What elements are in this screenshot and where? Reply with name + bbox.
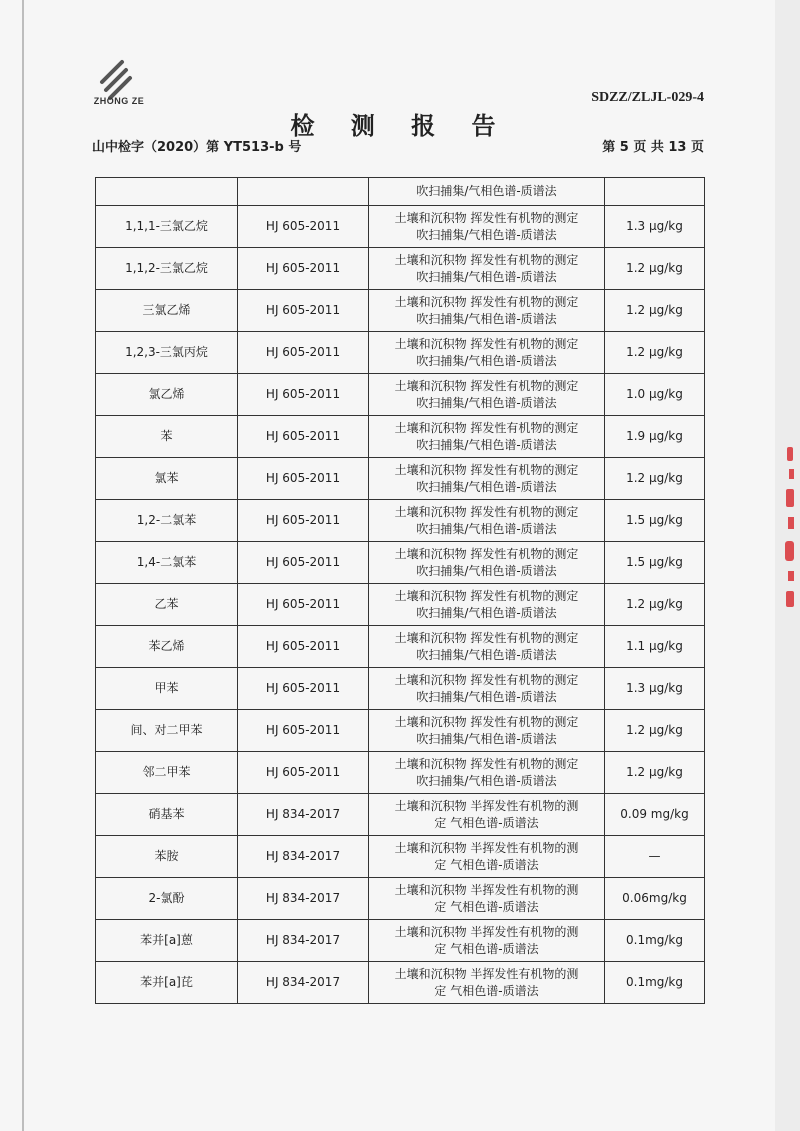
- method-line-1: 土壤和沉积物 挥发性有机物的测定: [394, 546, 579, 561]
- cell-method: [369, 836, 605, 878]
- cell-item: [96, 178, 238, 206]
- cell-method: [369, 374, 605, 416]
- cell-limit: 1.2 μg/kg: [605, 458, 705, 500]
- method-line-1: 土壤和沉积物 半挥发性有机物的测: [394, 840, 579, 855]
- logo-text: ZHONG ZE: [93, 96, 145, 106]
- cell-limit: —: [605, 836, 705, 878]
- cell-limit: 1.2 μg/kg: [605, 584, 705, 626]
- cell-standard: HJ 605-2011: [238, 584, 369, 626]
- method-line-1: 土壤和沉积物 挥发性有机物的测定: [394, 252, 579, 267]
- method-line-1: 土壤和沉积物 挥发性有机物的测定: [394, 630, 579, 645]
- cell-method: [369, 416, 605, 458]
- cell-item: 氯苯: [96, 458, 238, 500]
- cell-limit: 0.1mg/kg: [605, 920, 705, 962]
- cell-method: [369, 332, 605, 374]
- cell-limit: 1.2 μg/kg: [605, 290, 705, 332]
- cell-item: 苯胺: [96, 836, 238, 878]
- cell-method: 吹扫捕集/气相色谱-质谱法: [369, 178, 605, 206]
- method-line-2: 吹扫捕集/气相色谱-质谱法: [416, 563, 557, 578]
- cell-item: 苯乙烯: [96, 626, 238, 668]
- cell-standard: HJ 605-2011: [238, 668, 369, 710]
- cell-limit: 1.2 μg/kg: [605, 248, 705, 290]
- method-line-2: 吹扫捕集/气相色谱-质谱法: [416, 689, 557, 704]
- cell-item: 1,2-二氯苯: [96, 500, 238, 542]
- method-line-1: 土壤和沉积物 挥发性有机物的测定: [394, 336, 579, 351]
- cell-method: [369, 584, 605, 626]
- report-title: 检 测 报 告: [290, 112, 510, 140]
- cell-method: [369, 710, 605, 752]
- cell-item: 间、对二甲苯: [96, 710, 238, 752]
- method-line-2: 定 气相色谱-质谱法: [434, 857, 539, 872]
- cell-item: 乙苯: [96, 584, 238, 626]
- table-row: [96, 248, 705, 290]
- cell-standard: HJ 605-2011: [238, 374, 369, 416]
- method-line-2: 吹扫捕集/气相色谱-质谱法: [416, 353, 557, 368]
- cell-limit: [605, 178, 705, 206]
- cell-standard: HJ 834-2017: [238, 836, 369, 878]
- method-line-1: 土壤和沉积物 挥发性有机物的测定: [394, 714, 579, 729]
- method-line-1: 土壤和沉积物 挥发性有机物的测定: [394, 378, 579, 393]
- table-row: [96, 332, 705, 374]
- method-line-1: 土壤和沉积物 挥发性有机物的测定: [394, 462, 579, 477]
- method-line-2: 吹扫捕集/气相色谱-质谱法: [416, 479, 557, 494]
- table-row: [96, 836, 705, 878]
- cell-item: 1,2,3-三氯丙烷: [96, 332, 238, 374]
- table-row: [96, 920, 705, 962]
- cell-limit: 0.1mg/kg: [605, 962, 705, 1004]
- method-line-2: 吹扫捕集/气相色谱-质谱法: [416, 269, 557, 284]
- cell-standard: HJ 605-2011: [238, 500, 369, 542]
- table-row: [96, 206, 705, 248]
- method-line-1: 土壤和沉积物 半挥发性有机物的测: [394, 924, 579, 939]
- cell-limit: 1.2 μg/kg: [605, 710, 705, 752]
- cell-item: 苯并[a]蒽: [96, 920, 238, 962]
- cell-limit: 1.5 μg/kg: [605, 542, 705, 584]
- red-seal-stamp-icon: [783, 445, 797, 610]
- cell-item: 硝基苯: [96, 794, 238, 836]
- cell-method: [369, 752, 605, 794]
- cell-limit: 1.9 μg/kg: [605, 416, 705, 458]
- table-row: [96, 500, 705, 542]
- table-row: [96, 458, 705, 500]
- method-line-1: 土壤和沉积物 挥发性有机物的测定: [394, 672, 579, 687]
- page-left-edge: [22, 0, 24, 1131]
- method-line-2: 吹扫捕集/气相色谱-质谱法: [416, 227, 557, 242]
- table-row: [96, 584, 705, 626]
- cell-standard: [238, 178, 369, 206]
- method-line-1: 土壤和沉积物 挥发性有机物的测定: [394, 420, 579, 435]
- cell-standard: HJ 605-2011: [238, 710, 369, 752]
- table-row: [96, 416, 705, 458]
- table-row: [96, 752, 705, 794]
- method-line-1: 土壤和沉积物 挥发性有机物的测定: [394, 294, 579, 309]
- cell-standard: HJ 834-2017: [238, 920, 369, 962]
- cell-standard: HJ 605-2011: [238, 206, 369, 248]
- method-line-2: 定 气相色谱-质谱法: [434, 899, 539, 914]
- cell-limit: 1.2 μg/kg: [605, 752, 705, 794]
- method-line-2: 定 气相色谱-质谱法: [434, 983, 539, 998]
- cell-standard: HJ 605-2011: [238, 542, 369, 584]
- cell-method: [369, 794, 605, 836]
- cell-standard: HJ 605-2011: [238, 332, 369, 374]
- cell-standard: HJ 605-2011: [238, 248, 369, 290]
- method-line-1: 土壤和沉积物 半挥发性有机物的测: [394, 882, 579, 897]
- cell-item: 2-氯酚: [96, 878, 238, 920]
- method-line-2: 吹扫捕集/气相色谱-质谱法: [416, 437, 557, 452]
- table-row: [96, 542, 705, 584]
- cell-standard: HJ 605-2011: [238, 458, 369, 500]
- method-line-2: 吹扫捕集/气相色谱-质谱法: [416, 731, 557, 746]
- table-row-continued: [96, 178, 705, 206]
- cell-item: 1,1,1-三氯乙烷: [96, 206, 238, 248]
- cell-method: [369, 458, 605, 500]
- table-row: [96, 962, 705, 1004]
- cell-item: 甲苯: [96, 668, 238, 710]
- cell-method: [369, 290, 605, 332]
- cell-method: [369, 962, 605, 1004]
- cell-standard: HJ 834-2017: [238, 962, 369, 1004]
- cell-standard: HJ 605-2011: [238, 416, 369, 458]
- cell-item: 1,1,2-三氯乙烷: [96, 248, 238, 290]
- cell-limit: 1.1 μg/kg: [605, 626, 705, 668]
- cell-item: 三氯乙烯: [96, 290, 238, 332]
- cell-method: [369, 542, 605, 584]
- report-number: 山中检字（2020）第 YT513-b 号: [92, 140, 302, 155]
- method-line-1: 土壤和沉积物 半挥发性有机物的测: [394, 798, 579, 813]
- document-code: SDZZ/ZLJL-029-4: [591, 90, 704, 105]
- cell-item: 1,4-二氯苯: [96, 542, 238, 584]
- method-line-2: 吹扫捕集/气相色谱-质谱法: [416, 521, 557, 536]
- cell-method: [369, 206, 605, 248]
- cell-limit: 1.5 μg/kg: [605, 500, 705, 542]
- method-line-2: 吹扫捕集/气相色谱-质谱法: [416, 647, 557, 662]
- method-line-1: 土壤和沉积物 挥发性有机物的测定: [394, 210, 579, 225]
- method-line-2: 定 气相色谱-质谱法: [434, 815, 539, 830]
- table-row: [96, 290, 705, 332]
- page-number: 第 5 页 共 13 页: [602, 140, 704, 155]
- cell-limit: 1.0 μg/kg: [605, 374, 705, 416]
- table-row: [96, 668, 705, 710]
- cell-standard: HJ 605-2011: [238, 290, 369, 332]
- table-row: [96, 626, 705, 668]
- cell-limit: 1.3 μg/kg: [605, 206, 705, 248]
- method-line-2: 吹扫捕集/气相色谱-质谱法: [416, 311, 557, 326]
- cell-item: 苯并[a]芘: [96, 962, 238, 1004]
- table-row: [96, 794, 705, 836]
- method-line-1: 土壤和沉积物 挥发性有机物的测定: [394, 756, 579, 771]
- method-line-2: 吹扫捕集/气相色谱-质谱法: [416, 395, 557, 410]
- cell-standard: HJ 605-2011: [238, 752, 369, 794]
- table-row: [96, 374, 705, 416]
- cell-method: [369, 500, 605, 542]
- cell-method: [369, 248, 605, 290]
- method-line-1: 土壤和沉积物 挥发性有机物的测定: [394, 588, 579, 603]
- cell-item: 邻二甲苯: [96, 752, 238, 794]
- method-line-1: 土壤和沉积物 挥发性有机物的测定: [394, 504, 579, 519]
- table-row: [96, 878, 705, 920]
- cell-limit: 0.06mg/kg: [605, 878, 705, 920]
- method-line-2: 吹扫捕集/气相色谱-质谱法: [416, 773, 557, 788]
- cell-method: [369, 920, 605, 962]
- cell-item: 氯乙烯: [96, 374, 238, 416]
- cell-limit: 1.2 μg/kg: [605, 332, 705, 374]
- method-line-2: 定 气相色谱-质谱法: [434, 941, 539, 956]
- cell-method: [369, 626, 605, 668]
- cell-standard: HJ 605-2011: [238, 626, 369, 668]
- cell-method: [369, 878, 605, 920]
- cell-limit: 1.3 μg/kg: [605, 668, 705, 710]
- cell-method: [369, 668, 605, 710]
- method-line-2: 吹扫捕集/气相色谱-质谱法: [416, 605, 557, 620]
- cell-item: 苯: [96, 416, 238, 458]
- results-table: [95, 177, 705, 1004]
- method-line-1: 土壤和沉积物 半挥发性有机物的测: [394, 966, 579, 981]
- cell-limit: 0.09 mg/kg: [605, 794, 705, 836]
- cell-standard: HJ 834-2017: [238, 794, 369, 836]
- table-row: [96, 710, 705, 752]
- cell-standard: HJ 834-2017: [238, 878, 369, 920]
